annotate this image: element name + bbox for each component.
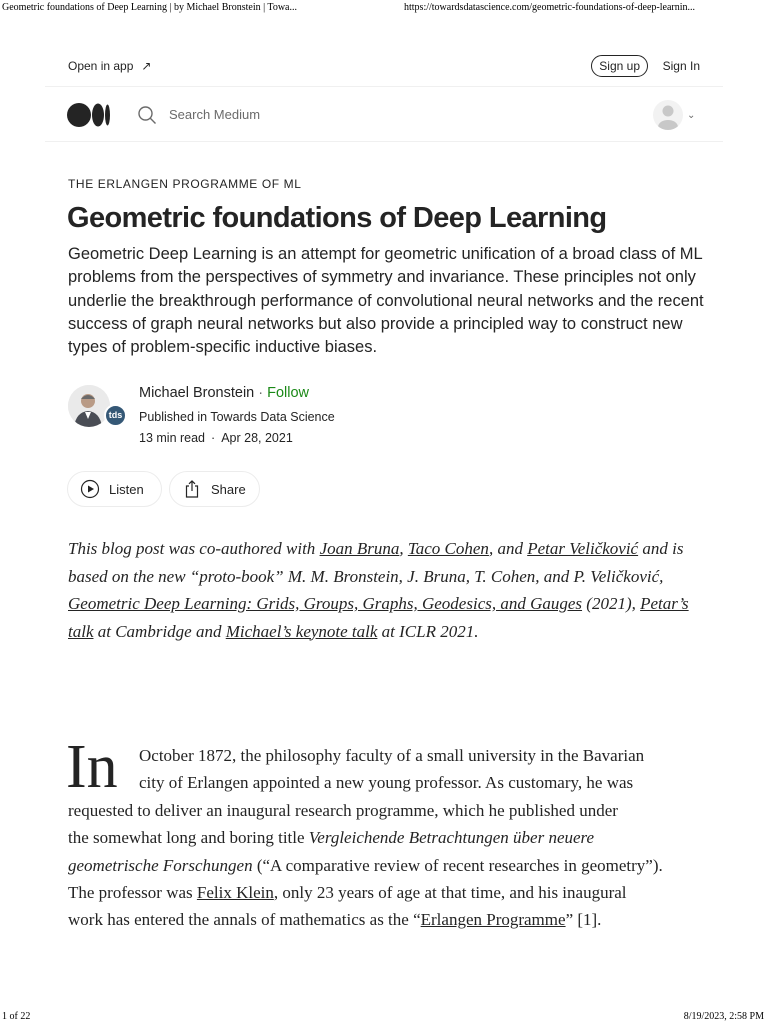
author-line bbox=[139, 385, 309, 401]
body-italic: geometrische Forschungen bbox=[68, 855, 253, 875]
intro-text: at Cambridge and bbox=[93, 621, 226, 641]
chevron-down-icon: ⌄ bbox=[687, 109, 696, 121]
link-keynote-talk[interactable]: Michael’s keynote talk bbox=[225, 621, 378, 641]
share-label: Share bbox=[211, 481, 246, 497]
body-paragraph bbox=[68, 742, 708, 934]
listen-button[interactable] bbox=[67, 471, 162, 507]
body-line bbox=[68, 906, 708, 933]
print-header bbox=[0, 2, 768, 16]
share-icon bbox=[182, 479, 202, 499]
print-header-title: Geometric foundations of Deep Learning | by Michael Bronstein | Towa... bbox=[2, 2, 297, 13]
play-icon bbox=[80, 479, 100, 499]
body-text: work has entered the annals of mathematics as the “ bbox=[68, 910, 421, 930]
body-text: ” [1]. bbox=[565, 910, 602, 930]
publish-date: Apr 28, 2021 bbox=[221, 431, 293, 445]
author-avatar[interactable] bbox=[68, 385, 110, 427]
medium-logo-icon[interactable] bbox=[67, 102, 111, 128]
follow-link[interactable]: Follow bbox=[267, 385, 309, 401]
link-book[interactable]: Geometric Deep Learning: Grids, Groups, Graphs, Geodesics, and Gauges bbox=[68, 594, 583, 613]
author-name[interactable]: Michael Bronstein bbox=[139, 385, 255, 401]
article-meta bbox=[139, 431, 293, 445]
body-line: October 1872, the philosophy faculty of a small university in the Bavarian bbox=[139, 746, 645, 765]
body-line bbox=[68, 824, 708, 851]
body-text: (“A comparative review of recent researches in geometry”). bbox=[252, 855, 663, 875]
search-input[interactable]: Search Medium bbox=[169, 107, 261, 122]
article-kicker: THE ERLANGEN PROGRAMME OF ML bbox=[68, 177, 302, 191]
article-subtitle: Geometric Deep Learning is an attempt for geometric unification of a broad class of ML problems from the perspectives of symmetry and invariance. These principles not only underlie the breakthrough performance of convolutional neural networks and the recent success of graph neural networks but also provide a principled way to construct new types of problem-specific inductive biases. bbox=[68, 245, 704, 357]
link-petar-talk[interactable]: Petar’s talk bbox=[68, 594, 689, 641]
intro-text: at ICLR 2021. bbox=[377, 621, 479, 641]
meta-separator: · bbox=[211, 431, 216, 445]
external-arrow-icon: ↗ bbox=[141, 59, 152, 73]
link-erlangen-programme[interactable]: Erlangen Programme bbox=[420, 910, 566, 930]
link-felix-klein[interactable]: Felix Klein bbox=[196, 883, 274, 903]
intro-text: (2021), bbox=[582, 594, 641, 613]
body-line: city of Erlangen appointed a new young professor. As customary, he was bbox=[139, 773, 634, 793]
nav-bar bbox=[45, 86, 723, 142]
body-text: The professor was bbox=[68, 883, 197, 903]
search-icon[interactable] bbox=[137, 105, 157, 125]
intro-text: This blog post was co-authored with bbox=[68, 539, 320, 558]
publication-line[interactable]: Published in Towards Data Science bbox=[139, 410, 335, 424]
body-italic: Vergleichende Betrachtungen über neuere bbox=[308, 828, 595, 848]
link-petar-velickovic[interactable]: Petar Veličković bbox=[527, 539, 639, 558]
sign-in-link[interactable]: Sign In bbox=[662, 59, 700, 73]
print-header-url: https://towardsdatascience.com/geometric-foundations-of-deep-learnin... bbox=[404, 2, 696, 13]
separator-dot: · bbox=[258, 385, 264, 401]
share-button[interactable] bbox=[169, 471, 260, 507]
read-time: 13 min read bbox=[139, 431, 206, 445]
body-text: , only 23 years of age at that time, and his inaugural bbox=[273, 883, 627, 903]
page-counter: 1 of 22 bbox=[2, 1011, 31, 1022]
print-datetime: 8/19/2023, 2:58 PM bbox=[683, 1011, 764, 1022]
body-line bbox=[68, 852, 708, 879]
drop-cap: In bbox=[66, 733, 118, 801]
listen-label: Listen bbox=[109, 481, 144, 497]
body-line bbox=[68, 879, 708, 906]
sign-up-button[interactable]: Sign up bbox=[591, 55, 648, 77]
user-avatar-icon bbox=[653, 100, 683, 130]
intro-text: , and bbox=[488, 539, 528, 558]
open-in-app-label: Open in app bbox=[68, 59, 134, 73]
intro-text: , bbox=[399, 539, 408, 558]
body-text: the somewhat long and boring title bbox=[68, 828, 309, 848]
intro-paragraph bbox=[68, 535, 704, 645]
link-taco-cohen[interactable]: Taco Cohen bbox=[407, 539, 489, 558]
open-in-app-link[interactable] bbox=[68, 59, 151, 73]
body-line: requested to deliver an inaugural research programme, which he published under bbox=[68, 800, 618, 820]
publication-badge[interactable]: tds bbox=[104, 404, 127, 427]
link-joan-bruna[interactable]: Joan Bruna bbox=[319, 539, 400, 558]
intro-text: and is based on the new “proto-book” M. M. Bronstein, J. Bruna, T. Cohen, and P. Veličković, bbox=[68, 539, 684, 586]
user-menu[interactable] bbox=[653, 99, 701, 131]
top-bar bbox=[68, 55, 702, 79]
article-title: Geometric foundations of Deep Learning bbox=[67, 202, 607, 234]
